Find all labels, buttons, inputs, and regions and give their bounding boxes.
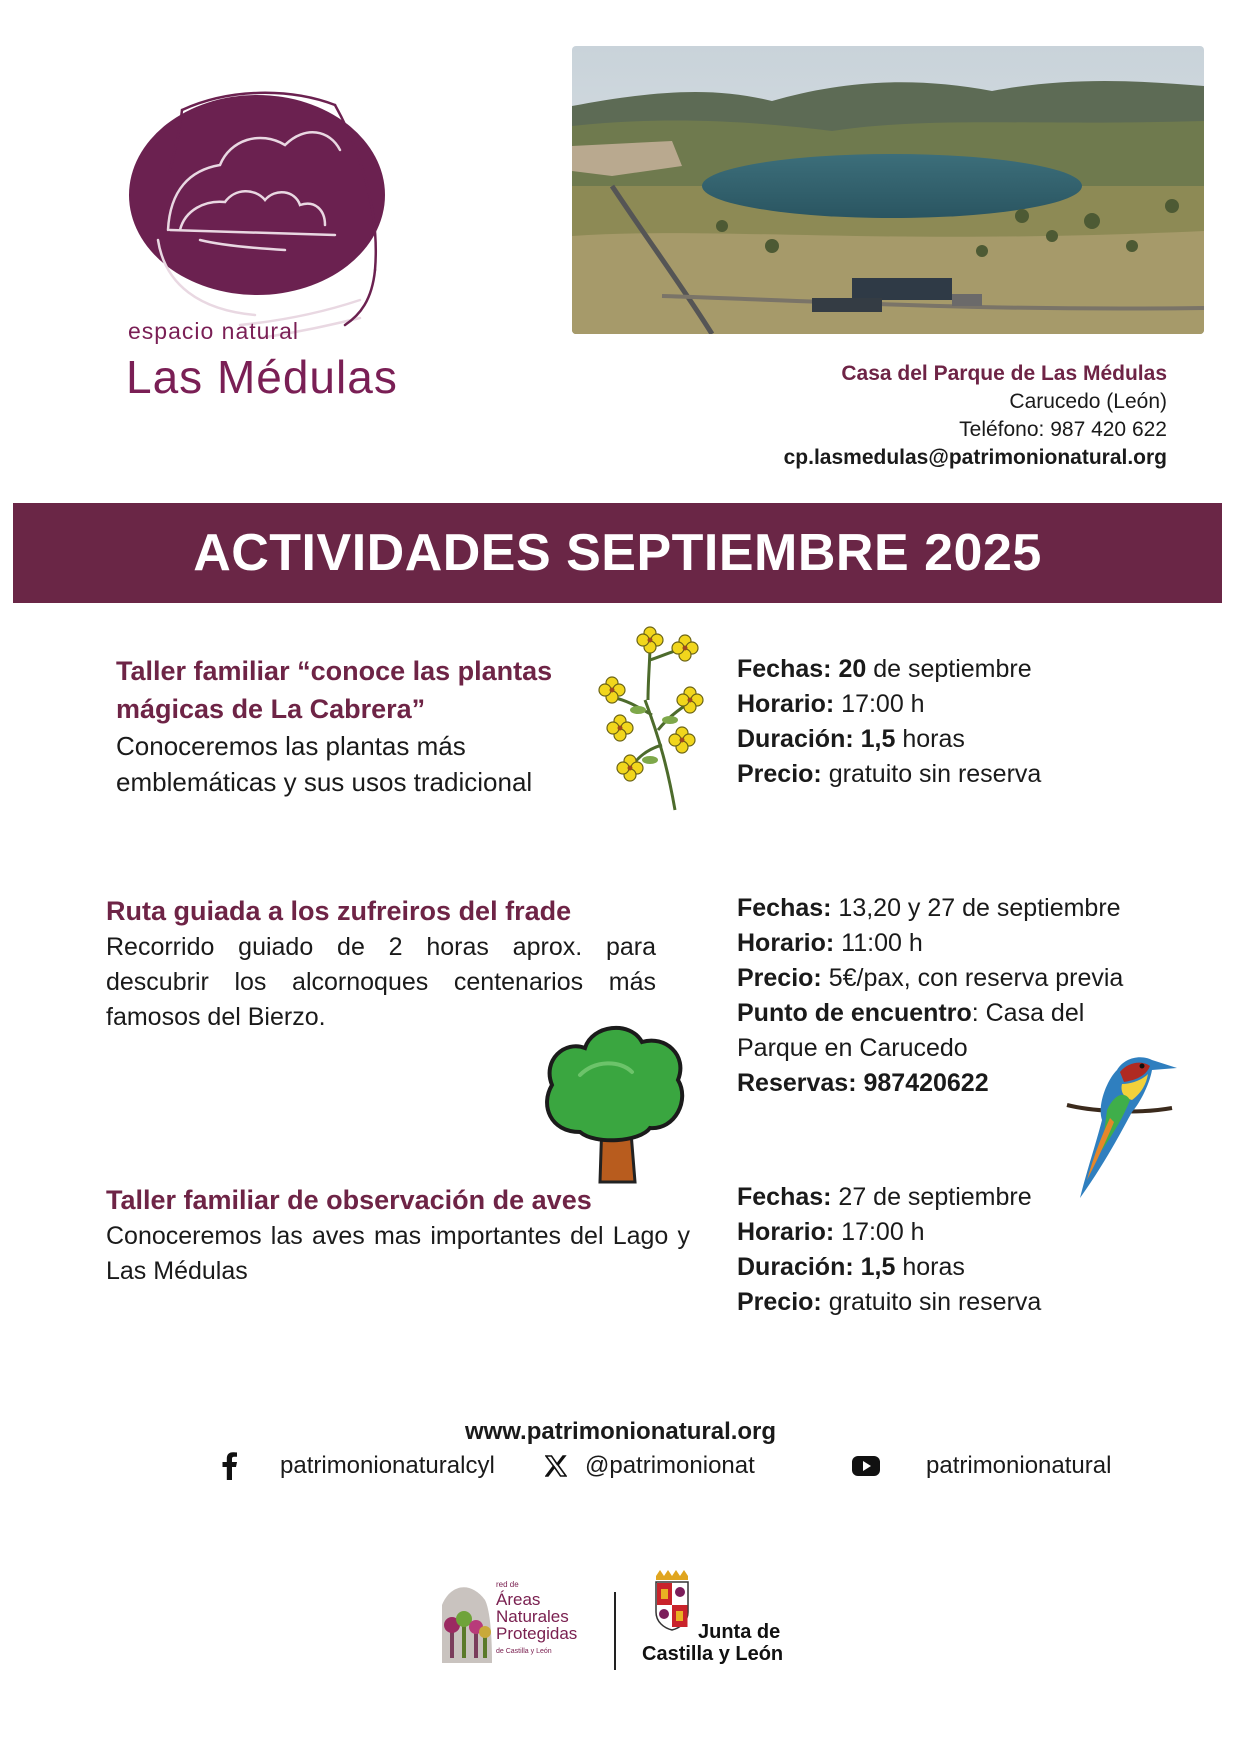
logo-areas-line5: de Castilla y León: [496, 1648, 552, 1655]
activity-2-reservations: Reservas: 987420622: [737, 1069, 989, 1097]
activity-1-description: [116, 728, 596, 800]
activity-1-title: [116, 652, 596, 728]
activity-1-duration: Duración: 1,5 horas: [737, 725, 965, 753]
facebook-handle: patrimonionaturalcyl: [280, 1452, 495, 1479]
activity-2-time: Horario: 11:00 h: [737, 929, 923, 957]
logo-areas-line2: Áreas: [496, 1590, 541, 1609]
activity-3-info: [737, 1180, 1157, 1320]
logo-subtitle: espacio natural: [128, 318, 299, 344]
logo-title: Las Médulas: [126, 351, 398, 403]
bee-eater-bird-icon: [1062, 1040, 1182, 1200]
youtube-handle: patrimonionatural: [926, 1452, 1112, 1479]
activity-2-meeting-point-cont: Parque en Carucedo: [737, 1034, 968, 1062]
title-banner: [13, 503, 1222, 603]
social-youtube[interactable]: [852, 1452, 1111, 1480]
x-icon: [545, 1455, 567, 1477]
x-handle: @patrimonionat: [585, 1452, 755, 1479]
logo-areas-line1: red de: [496, 1580, 519, 1589]
activity-2-price: Precio: 5€/pax, con reserva previa: [737, 964, 1124, 992]
activity-1-desc-line1: Conoceremos las plantas más: [116, 731, 466, 761]
social-facebook[interactable]: [218, 1452, 495, 1480]
social-x[interactable]: [545, 1452, 755, 1480]
activity-2-title: Ruta guiada a los zufreiros del frade: [106, 896, 572, 926]
park-location: Carucedo (León): [1009, 390, 1167, 413]
park-name: Casa del Parque de Las Médulas: [841, 362, 1167, 385]
contact-block: [784, 360, 1167, 472]
youtube-icon: [852, 1456, 880, 1476]
activity-1-title-line2: mágicas de La Cabrera”: [116, 694, 426, 724]
activity-3-description: Conoceremos las aves mas importantes del Lago y Las Médulas: [106, 1222, 690, 1285]
activity-3-title: Taller familiar de observación de aves: [106, 1185, 592, 1215]
activity-2-meeting-point: Punto de encuentro: Casa del: [737, 999, 1085, 1027]
junta-castilla-leon-logo: [640, 1568, 800, 1673]
activity-1-desc-line2: emblemáticas y sus usos tradicional: [116, 767, 533, 797]
page-title: ACTIVIDADES SEPTIEMBRE 2025: [193, 524, 1042, 582]
facebook-icon: [218, 1452, 240, 1480]
activity-2-dates: Fechas: 13,20 y 27 de septiembre: [737, 894, 1121, 922]
logo-junta-line1: Junta de: [698, 1621, 781, 1643]
activity-2: [106, 892, 656, 1035]
activity-1-dates: Fechas: 20 de septiembre: [737, 655, 1032, 683]
activity-1: [116, 652, 596, 800]
logos-divider: [614, 1592, 616, 1670]
logo-areas-line4: Protegidas: [496, 1624, 578, 1643]
activity-1-time: Horario: 17:00 h: [737, 690, 925, 718]
logo-areas-line3: Naturales: [496, 1607, 569, 1626]
tree-icon: [540, 1020, 692, 1188]
park-email[interactable]: cp.lasmedulas@patrimonionatural.org: [783, 446, 1167, 469]
activity-3-time: Horario: 17:00 h: [737, 1218, 925, 1246]
activity-3: [106, 1181, 690, 1289]
lake-landscape-photo: [572, 46, 1204, 334]
website-link[interactable]: www.patrimonionatural.org: [464, 1418, 777, 1445]
activity-1-price: Precio: gratuito sin reserva: [737, 760, 1042, 788]
activity-3-price: Precio: gratuito sin reserva: [737, 1288, 1042, 1316]
activity-3-dates: Fechas: 27 de septiembre: [737, 1183, 1032, 1211]
activity-1-info: [737, 652, 1157, 792]
activity-3-duration: Duración: 1,5 horas: [737, 1253, 965, 1281]
areas-naturales-logo: [440, 1575, 590, 1670]
yellow-flower-icon: [590, 620, 710, 820]
logo-junta-line2: Castilla y León: [642, 1643, 784, 1665]
activity-2-description: Recorrido guiado de 2 horas aprox. para descubrir los alcornoques centenarios más famosos del Bierzo.: [106, 933, 656, 1031]
park-phone: Teléfono: 987 420 622: [959, 418, 1167, 441]
activity-1-title-line1: Taller familiar “conoce las plantas: [116, 656, 553, 686]
